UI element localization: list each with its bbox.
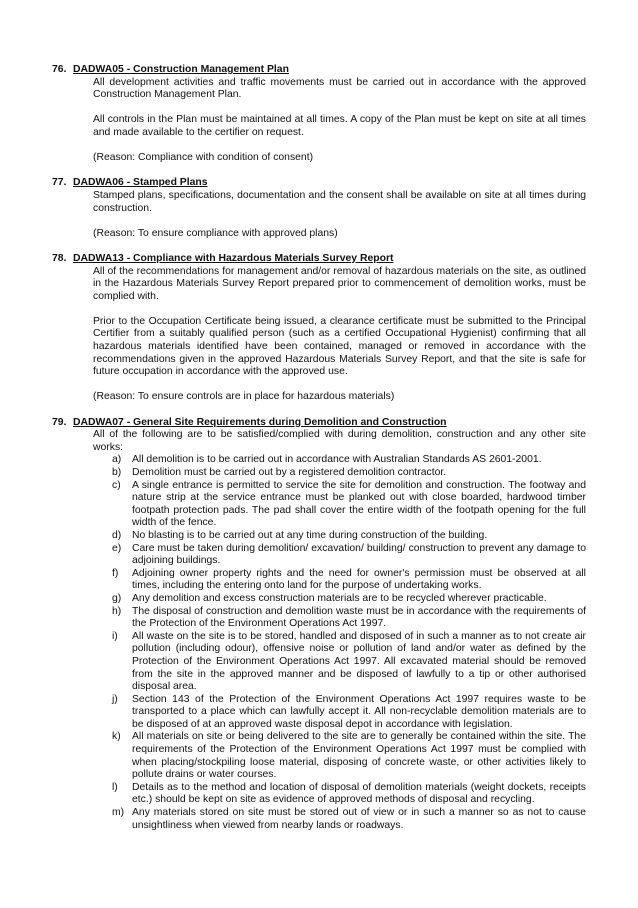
paragraph: All controls in the Plan must be maintained at all times. A copy of the Plan must be kept on site at all times and made available to the certifier on request.	[93, 114, 586, 138]
list-item	[93, 631, 586, 694]
requirements-list	[93, 454, 586, 832]
condition-title: DADWA07 - General Site Requirements during Demolition and Construction	[73, 416, 447, 428]
condition-body	[93, 266, 586, 405]
list-item	[93, 454, 586, 467]
list-item-letter: d)	[112, 529, 122, 541]
paragraph: Prior to the Occupation Certificate being issued, a clearance certificate must be submitted to the Principal Certifier from a suitably qualified person (such as a certified Occupational Hygienist) confirming that all hazardous materials identified have been contained, managed or removed in accordance with the recommendations given in the approved Hazardous Materials Survey Report, and that the site is safe for future occupation in accordance with the approved use.	[93, 315, 586, 378]
condition-title: DADWA06 - Stamped Plans	[73, 177, 208, 189]
list-item-letter: m)	[112, 807, 125, 819]
list-item	[93, 480, 586, 530]
condition-76	[52, 64, 586, 165]
list-item-text: All materials on site or being delivered to the site are to generally be contained within the site. The requirements of the Protection of the Environment Operations Act 1997 must be complied with when placing/stockpiling loose material, disposing of concrete waste, or other activities likely to pollute drains or water courses.	[132, 731, 586, 781]
list-item-letter: g)	[112, 592, 122, 604]
list-item-letter: j)	[112, 693, 118, 705]
list-item	[93, 694, 586, 732]
condition-body	[93, 429, 586, 832]
condition-77	[52, 177, 586, 240]
list-item-letter: i)	[112, 630, 118, 642]
list-item	[93, 782, 586, 807]
list-item-text: All demolition is to be carried out in accordance with Australian Standards AS 2601-2001.	[132, 454, 542, 466]
list-item-letter: l)	[112, 781, 118, 793]
condition-79	[52, 417, 586, 833]
condition-number: 77.	[52, 177, 67, 189]
condition-number: 79.	[52, 416, 67, 428]
condition-78	[52, 253, 586, 404]
paragraph: Stamped plans, specifications, documentation and the consent shall be available on site at all times during construction.	[93, 189, 586, 214]
list-item-text: A single entrance is permitted to service the site for demolition and construction. The footway and nature strip at the service entrance must be planked out with close boarded, hardwood timber footpath protection pads. The pad shall cover the entire width of the footpath opening for the full width of the fence.	[132, 479, 586, 529]
list-item	[93, 731, 586, 781]
list-item	[93, 593, 586, 606]
condition-body	[93, 190, 586, 240]
list-item-letter: f)	[112, 567, 119, 579]
condition-title: DADWA13 - Compliance with Hazardous Materials Survey Report	[73, 252, 394, 264]
paragraph: All of the recommendations for management and/or removal of hazardous materials on the site, as outlined in the Hazardous Materials Survey Report prepared prior to commencement of demolition works, must be complied with.	[93, 265, 586, 302]
condition-number: 76.	[52, 64, 67, 75]
list-item-text: Details as to the method and location of disposal of demolition materials (weight dockets, receipts etc.) should be kept on site as evidence of approved methods of disposal and recycling.	[132, 781, 586, 806]
reason-paragraph: (Reason: To ensure controls are in place for hazardous materials)	[93, 391, 395, 403]
list-item-text: All waste on the site is to be stored, handled and disposed of in such a manner as to not create air pollution (including odour), offensive noise or pollution of land and/or water as defined by the Protection of the Environment Operations Act 1997. All excavated material should be removed from the site in the approved manner and be disposed of lawfully to a tip or other authorised disposal area.	[132, 630, 586, 693]
list-item-text: No blasting is to be carried out at any time during construction of the building.	[132, 529, 488, 541]
paragraph: All development activities and traffic movements must be carried out in accordance with the approved Construction Management Plan.	[93, 76, 586, 101]
list-item-text: Section 143 of the Protection of the Environment Operations Act 1997 requires waste to be transported to a place which can lawfully accept it. All non-recyclable demolition materials are to be disposed of at an approved waste disposal depot in accordance with legislation.	[132, 693, 586, 730]
list-item	[93, 467, 586, 480]
condition-title: DADWA05 - Construction Management Plan	[73, 64, 289, 75]
list-item-letter: b)	[112, 467, 122, 478]
list-item	[93, 568, 586, 593]
paragraph: All of the following are to be satisfied/complied with during demolition, construction and any other site works:	[93, 429, 586, 453]
list-item-letter: k)	[112, 731, 121, 743]
list-item-letter: h)	[112, 605, 122, 617]
list-item-letter: e)	[112, 542, 122, 554]
list-item	[93, 807, 586, 832]
list-item-text: Care must be taken during demolition/ excavation/ building/ construction to prevent any damage to adjoining buildings.	[132, 542, 586, 567]
reason-paragraph: (Reason: Compliance with condition of consent)	[93, 152, 314, 164]
list-item-text: Adjoining owner property rights and the need for owner's permission must be observed at all times, including the entering onto land for the purpose of undertaking works.	[132, 567, 586, 592]
condition-body	[93, 77, 586, 165]
list-item-text: Demolition must be carried out by a registered demolition contractor.	[132, 467, 447, 478]
condition-heading	[52, 64, 586, 77]
list-item	[93, 606, 586, 631]
list-item-text: The disposal of construction and demolition waste must be in accordance with the requirements of the Protection of the Environment Operations Act 1997.	[132, 605, 586, 630]
list-item	[93, 530, 586, 543]
condition-heading	[52, 177, 586, 190]
list-item-text: Any demolition and excess construction materials are to be recycled wherever practicable.	[132, 592, 547, 604]
list-item-letter: a)	[112, 454, 122, 466]
list-item	[93, 543, 586, 568]
list-item-text: Any materials stored on site must be stored out of view or in such a manner so as not to cause unsightliness when viewed from nearby lands or roadways.	[132, 807, 586, 831]
condition-heading	[52, 417, 586, 430]
reason-paragraph: (Reason: To ensure compliance with approved plans)	[93, 227, 338, 239]
condition-heading	[52, 253, 586, 266]
list-item-letter: c)	[112, 479, 121, 491]
condition-number: 78.	[52, 252, 67, 264]
